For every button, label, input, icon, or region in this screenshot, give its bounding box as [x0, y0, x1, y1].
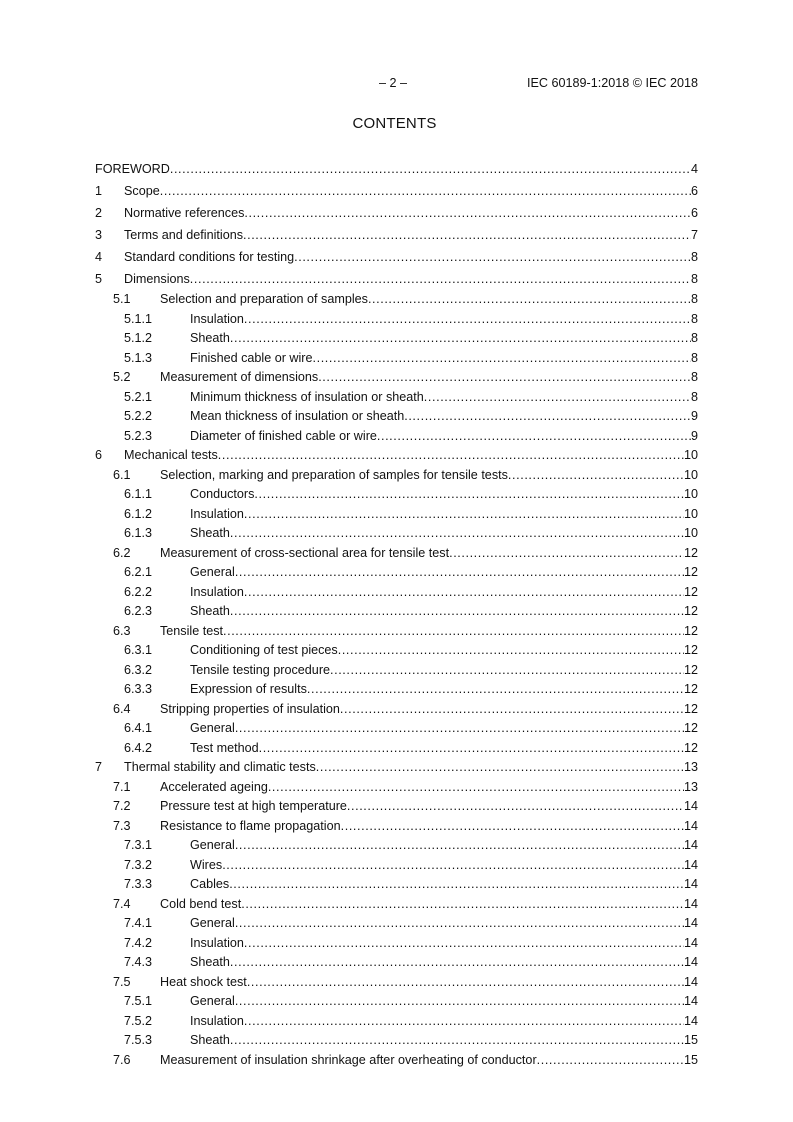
toc-entry[interactable]	[95, 661, 698, 681]
page-number: – 2 –	[378, 76, 407, 90]
toc-entry-page: 9	[690, 409, 698, 423]
toc-entry-page: 8	[690, 389, 698, 404]
toc-entry-page: 10	[683, 487, 698, 501]
toc-entry-number: 5.2.3	[124, 428, 153, 443]
toc-dot-leader	[313, 349, 691, 369]
toc-entry[interactable]	[95, 719, 698, 739]
toc-dot-leader	[259, 739, 684, 759]
toc-dot-leader	[235, 836, 684, 856]
toc-entry-page: 8	[690, 292, 698, 306]
toc-dot-leader	[330, 661, 684, 681]
toc-dot-leader	[244, 934, 684, 954]
toc-entry-number: 6.4.1	[124, 721, 153, 735]
toc-entry-number: 5.2.1	[124, 389, 153, 404]
toc-dot-leader	[424, 388, 691, 408]
toc-entry-page: 8	[690, 350, 698, 365]
toc-entry-title: General	[190, 994, 235, 1008]
toc-entry-number: 6.3.2	[124, 662, 153, 677]
toc-entry-title: Sheath	[190, 526, 230, 540]
toc-entry[interactable]	[95, 466, 698, 486]
toc-entry[interactable]	[95, 875, 698, 895]
toc-dot-leader	[316, 758, 684, 778]
toc-entry[interactable]	[95, 680, 698, 700]
toc-entry-title: Normative references	[124, 206, 245, 220]
toc-entry-number: 6.2.3	[124, 604, 153, 618]
toc-entry[interactable]	[95, 973, 698, 993]
toc-entry[interactable]	[95, 202, 698, 224]
toc-entry-title: Expression of results	[190, 682, 307, 696]
toc-dot-leader	[307, 680, 684, 700]
toc-entry[interactable]	[95, 1051, 698, 1071]
toc-dot-leader	[244, 1012, 684, 1032]
toc-entry[interactable]	[95, 544, 698, 564]
toc-dot-leader	[377, 427, 691, 447]
toc-dot-leader	[235, 992, 684, 1012]
toc-dot-leader	[340, 700, 684, 720]
toc-dot-leader	[230, 524, 684, 544]
toc-entry[interactable]	[95, 641, 698, 661]
toc-entry-page: 12	[683, 565, 698, 579]
toc-entry[interactable]	[95, 797, 698, 817]
toc-entry-page: 6	[690, 184, 698, 198]
toc-entry-number: 5.2.2	[124, 409, 153, 423]
toc-entry[interactable]	[95, 446, 698, 466]
standard-reference: IEC 60189-1:2018 © IEC 2018	[526, 76, 698, 90]
toc-entry-page: 10	[683, 506, 698, 521]
toc-entry-number: 1	[95, 184, 103, 198]
toc-entry-number: 7.3.1	[124, 838, 153, 852]
toc-entry-number: 5.1.1	[124, 311, 153, 326]
toc-entry[interactable]	[95, 427, 698, 447]
toc-entry-title: General	[190, 565, 235, 579]
toc-entry-page: 13	[683, 779, 698, 794]
toc-entry-title: Resistance to flame propagation	[160, 818, 341, 833]
toc-entry-page: 12	[683, 721, 698, 735]
toc-dot-leader	[341, 817, 684, 837]
toc-entry-title: General	[190, 916, 235, 930]
toc-entry-number: 6.2.1	[124, 565, 153, 579]
toc-entry-number: 7.4.3	[124, 955, 153, 969]
toc-entry-title: Tensile test	[160, 623, 223, 638]
toc-dot-leader	[222, 856, 684, 876]
toc-entry[interactable]	[95, 388, 698, 408]
toc-entry-title: General	[190, 721, 235, 735]
toc-entry-number: 5.1.2	[124, 331, 153, 345]
toc-entry-title: Accelerated ageing	[160, 779, 268, 794]
toc-entry[interactable]	[95, 158, 698, 180]
toc-entry-page: 12	[683, 584, 698, 599]
toc-entry-title: Selection, marking and preparation of samples for tensile tests	[160, 467, 508, 482]
toc-entry-number: 7.4	[113, 896, 131, 911]
toc-entry-page: 12	[683, 545, 698, 560]
toc-entry-page: 9	[690, 428, 698, 443]
toc-entry-title: Insulation	[190, 584, 244, 599]
toc-entry-page: 6	[690, 206, 698, 220]
toc-entry-title: Measurement of dimensions	[160, 370, 319, 384]
toc-entry-page: 15	[683, 1052, 698, 1067]
toc-entry[interactable]	[95, 817, 698, 837]
toc-entry-page: 15	[683, 1033, 698, 1047]
toc-entry[interactable]	[95, 992, 698, 1012]
toc-dot-leader	[230, 1031, 684, 1051]
toc-entry[interactable]	[95, 914, 698, 934]
toc-entry-title: Heat shock test	[160, 974, 247, 989]
toc-entry-page: 14	[683, 916, 698, 930]
toc-entry[interactable]	[95, 934, 698, 954]
table-of-contents	[95, 158, 698, 1070]
toc-entry-number: 6	[95, 448, 103, 462]
toc-entry-page: 14	[683, 974, 698, 989]
toc-entry-page: 12	[683, 623, 698, 638]
toc-entry-page: 10	[683, 448, 698, 462]
toc-dot-leader	[230, 329, 691, 349]
toc-entry-page: 14	[683, 1013, 698, 1028]
toc-entry-page: 12	[683, 643, 698, 657]
toc-entry-number: 2	[95, 206, 103, 220]
toc-entry-title: Stripping properties of insulation	[160, 701, 340, 716]
toc-entry-page: 14	[683, 838, 698, 852]
toc-entry-title: Cables	[190, 877, 230, 891]
toc-entry-title: Pressure test at high temperature	[160, 799, 347, 813]
toc-entry-title: Sheath	[190, 1033, 230, 1047]
toc-entry-page: 13	[683, 760, 698, 774]
toc-entry-title: Diameter of finished cable or wire	[190, 428, 377, 443]
toc-entry-number: 6.1.3	[124, 526, 153, 540]
toc-entry-page: 14	[683, 935, 698, 950]
toc-dot-leader	[235, 563, 684, 583]
toc-dot-leader	[218, 446, 684, 466]
toc-entry-number: 6.3.3	[124, 682, 153, 696]
toc-entry-number: 6.3	[113, 623, 131, 638]
toc-entry-page: 7	[690, 228, 698, 242]
toc-entry-number: 3	[95, 228, 103, 242]
toc-entry[interactable]	[95, 407, 698, 427]
toc-dot-leader	[223, 622, 684, 642]
toc-entry-title: FOREWORD	[95, 162, 170, 176]
toc-entry[interactable]	[95, 349, 698, 369]
toc-entry-number: 6.4.2	[124, 740, 153, 755]
toc-entry-number: 6.2.2	[124, 584, 153, 599]
toc-entry-title: General	[190, 838, 235, 852]
toc-entry-title: Minimum thickness of insulation or sheath	[190, 389, 424, 404]
toc-dot-leader	[449, 544, 684, 564]
toc-entry-number: 5	[95, 272, 103, 286]
toc-entry[interactable]	[95, 622, 698, 642]
toc-entry-title: Insulation	[190, 1013, 244, 1028]
toc-entry[interactable]	[95, 1031, 698, 1051]
toc-entry-number: 5.1.3	[124, 350, 153, 365]
toc-entry-page: 8	[690, 311, 698, 326]
toc-entry-number: 7.4.2	[124, 935, 153, 950]
toc-entry-page: 14	[683, 955, 698, 969]
toc-dot-leader	[243, 224, 691, 246]
toc-entry-page: 14	[683, 818, 698, 833]
toc-entry-title: Finished cable or wire	[190, 350, 313, 365]
toc-entry-page: 4	[690, 162, 698, 176]
toc-entry-title: Standard conditions for testing	[124, 250, 295, 264]
toc-entry[interactable]	[95, 758, 698, 778]
toc-entry-page: 8	[690, 370, 698, 384]
toc-entry[interactable]	[95, 224, 698, 246]
toc-entry-page: 10	[683, 526, 698, 540]
toc-entry-number: 7.3.3	[124, 877, 153, 891]
toc-entry-title: Conductors	[190, 487, 255, 501]
toc-entry-number: 7.3.2	[124, 857, 153, 872]
toc-entry-title: Test method	[190, 740, 259, 755]
toc-entry-number: 7.1	[113, 779, 131, 794]
toc-entry-title: Insulation	[190, 311, 244, 326]
toc-entry-number: 7.5	[113, 974, 131, 989]
toc-entry[interactable]	[95, 836, 698, 856]
toc-entry-page: 8	[690, 331, 698, 345]
toc-dot-leader	[318, 368, 691, 388]
toc-dot-leader	[235, 914, 684, 934]
toc-entry-number: 7.5.2	[124, 1013, 153, 1028]
toc-entry-number: 7	[95, 760, 103, 774]
toc-entry-number: 6.2	[113, 545, 131, 560]
toc-entry-page: 14	[683, 799, 698, 813]
toc-entry-page: 14	[683, 994, 698, 1008]
toc-entry-title: Tensile testing procedure	[190, 662, 331, 677]
toc-entry-title: Mechanical tests	[124, 448, 218, 462]
toc-dot-leader	[170, 158, 691, 180]
toc-entry-title: Sheath	[190, 955, 230, 969]
toc-entry-title: Mean thickness of insulation or sheath	[190, 409, 405, 423]
toc-dot-leader	[229, 875, 684, 895]
toc-entry-page: 12	[683, 662, 698, 677]
toc-dot-leader	[508, 466, 684, 486]
toc-dot-leader	[230, 953, 684, 973]
toc-dot-leader	[244, 583, 684, 603]
toc-entry[interactable]	[95, 180, 698, 202]
toc-entry-title: Measurement of insulation shrinkage after overheating of conductor	[160, 1052, 537, 1067]
toc-entry-page: 14	[683, 896, 698, 911]
toc-entry-title: Sheath	[190, 604, 230, 618]
toc-entry-number: 7.3	[113, 818, 131, 833]
toc-entry-title: Dimensions	[124, 272, 190, 286]
toc-entry[interactable]	[95, 368, 698, 388]
toc-entry-title: Insulation	[190, 506, 244, 521]
toc-entry[interactable]	[95, 290, 698, 310]
toc-entry-number: 6.1.2	[124, 506, 153, 521]
toc-entry-title: Selection and preparation of samples	[160, 292, 368, 306]
toc-dot-leader	[247, 973, 684, 993]
toc-dot-leader	[254, 485, 684, 505]
toc-dot-leader	[160, 180, 691, 202]
toc-entry[interactable]	[95, 485, 698, 505]
toc-entry-title: Terms and definitions	[124, 228, 244, 242]
toc-entry-title: Sheath	[190, 331, 230, 345]
toc-entry-number: 6.1	[113, 467, 131, 482]
toc-entry-number: 7.5.1	[124, 994, 153, 1008]
toc-entry-title: Insulation	[190, 935, 244, 950]
toc-dot-leader	[268, 778, 684, 798]
toc-entry[interactable]	[95, 505, 698, 525]
toc-dot-leader	[230, 602, 684, 622]
toc-entry-number: 7.6	[113, 1052, 131, 1067]
toc-entry-number: 7.4.1	[124, 916, 153, 930]
toc-entry-title: Thermal stability and climatic tests	[124, 760, 316, 774]
toc-entry-page: 12	[683, 682, 698, 696]
toc-dot-leader	[537, 1051, 684, 1071]
toc-dot-leader	[235, 719, 684, 739]
toc-entry[interactable]	[95, 602, 698, 622]
toc-entry-number: 7.5.3	[124, 1033, 153, 1047]
toc-entry[interactable]	[95, 739, 698, 759]
page-title: CONTENTS	[352, 115, 437, 132]
toc-entry[interactable]	[95, 700, 698, 720]
toc-entry-page: 14	[683, 877, 698, 891]
toc-entry-title: Wires	[190, 857, 223, 872]
toc-entry-title: Conditioning of test pieces	[190, 643, 338, 657]
toc-entry[interactable]	[95, 583, 698, 603]
toc-entry[interactable]	[95, 778, 698, 798]
toc-entry[interactable]	[95, 856, 698, 876]
toc-entry-number: 7.2	[113, 799, 131, 813]
toc-dot-leader	[347, 797, 684, 817]
toc-entry-page: 14	[683, 857, 698, 872]
toc-entry[interactable]	[95, 310, 698, 330]
toc-entry[interactable]	[95, 268, 698, 290]
toc-entry-page: 8	[690, 250, 698, 264]
toc-dot-leader	[338, 641, 684, 661]
toc-entry[interactable]	[95, 895, 698, 915]
toc-entry-number: 6.1.1	[124, 487, 153, 501]
toc-entry-number: 5.1	[113, 292, 131, 306]
toc-entry[interactable]	[95, 246, 698, 268]
toc-entry-number: 4	[95, 250, 103, 264]
toc-dot-leader	[244, 310, 691, 330]
toc-entry[interactable]	[95, 1012, 698, 1032]
toc-entry-number: 5.2	[113, 370, 131, 384]
toc-entry-number: 6.3.1	[124, 643, 153, 657]
toc-dot-leader	[244, 505, 684, 525]
toc-entry-title: Cold bend test	[160, 896, 242, 911]
toc-entry-page: 12	[683, 701, 698, 716]
toc-entry[interactable]	[95, 563, 698, 583]
toc-entry-number: 6.4	[113, 701, 131, 716]
toc-entry-title: Scope	[124, 184, 160, 198]
toc-entry[interactable]	[95, 953, 698, 973]
toc-entry[interactable]	[95, 524, 698, 544]
toc-entry-page: 10	[683, 467, 698, 482]
toc-dot-leader	[190, 268, 691, 290]
toc-dot-leader	[404, 407, 691, 427]
toc-dot-leader	[241, 895, 684, 915]
toc-entry[interactable]	[95, 329, 698, 349]
toc-entry-title: Measurement of cross-sectional area for tensile test	[160, 545, 450, 560]
toc-dot-leader	[294, 246, 691, 268]
toc-entry-page: 8	[690, 272, 698, 286]
toc-dot-leader	[244, 202, 691, 224]
toc-entry-page: 12	[683, 740, 698, 755]
toc-dot-leader	[368, 290, 691, 310]
toc-entry-page: 12	[683, 604, 698, 618]
